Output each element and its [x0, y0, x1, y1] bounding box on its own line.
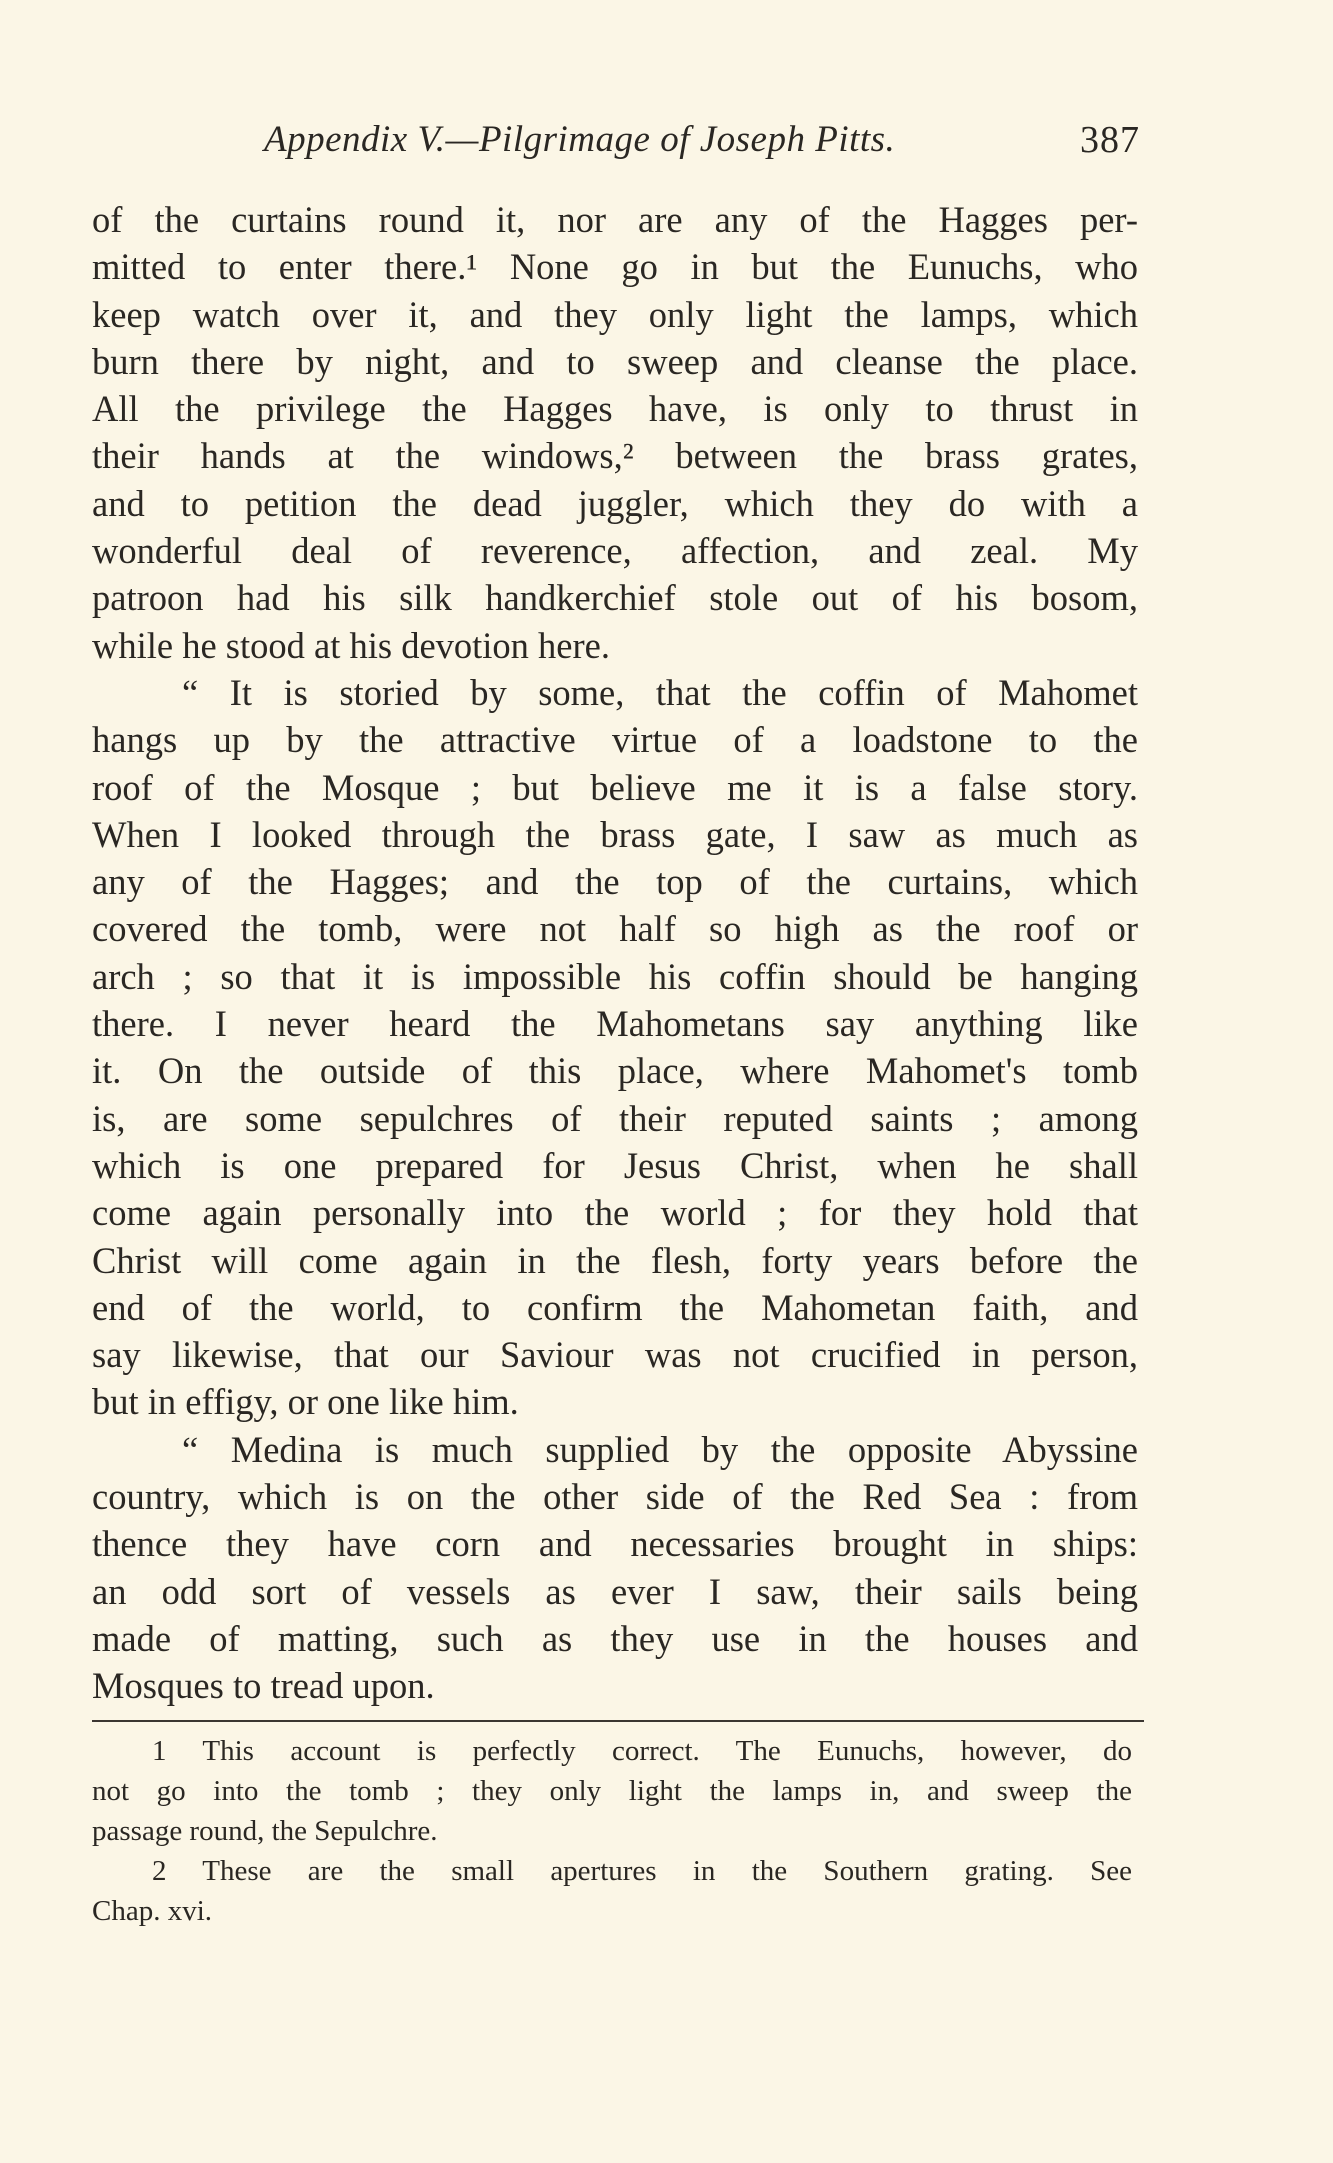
text-line: All the privilege the Hagges have, is only to thrust in: [92, 388, 1138, 430]
page-number: 387: [1080, 119, 1140, 161]
text-line: When I looked through the brass gate, I saw as much as: [92, 813, 1138, 855]
text-line: patroon had his silk handkerchief stole out of his bosom,: [92, 577, 1138, 619]
text-line: end of the world, to confirm the Mahometan faith, and: [92, 1286, 1138, 1328]
footnote-line: 1 This account is perfectly correct. The Eunuchs, however, do: [152, 1735, 1132, 1767]
text-line: is, are some sepulchres of their reputed saints ; among: [92, 1097, 1138, 1139]
text-line: arch ; so that it is impossible his coffin should be hanging: [92, 955, 1138, 997]
footnote-line: 2 These are the small apertures in the Southern grating. See: [152, 1855, 1132, 1887]
text-line: which is one prepared for Jesus Christ, when he shall: [92, 1144, 1138, 1186]
text-line: Mosques to tread upon.: [92, 1665, 435, 1707]
text-line: roof of the Mosque ; but believe me it is a false story.: [92, 766, 1138, 808]
text-line: but in effigy, or one like him.: [92, 1381, 519, 1423]
text-line: made of matting, such as they use in the houses and: [92, 1617, 1138, 1659]
text-line: “ It is storied by some, that the coffin of Mahomet: [182, 671, 1138, 713]
text-line: mitted to enter there.¹ None go in but the Eunuchs, who: [92, 246, 1138, 288]
running-head: [92, 118, 1140, 178]
text-line: burn there by night, and to sweep and cleanse the place.: [92, 340, 1138, 382]
running-title: Appendix V.—Pilgrimage of Joseph Pitts.: [264, 119, 896, 160]
footnote-divider: [92, 1720, 1144, 1722]
footnote-line: passage round, the Sepulchre.: [92, 1815, 438, 1847]
footnotes: [92, 1731, 1132, 1931]
text-line: thence they have corn and necessaries brought in ships:: [92, 1523, 1138, 1565]
text-line: of the curtains round it, nor are any of the Hagges per-: [92, 199, 1138, 240]
text-line: any of the Hagges; and the top of the curtains, which: [92, 861, 1138, 903]
text-line: come again personally into the world ; for they hold that: [92, 1192, 1138, 1234]
text-line: covered the tomb, were not half so high as the roof or: [92, 908, 1138, 950]
text-line: keep watch over it, and they only light the lamps, which: [92, 293, 1138, 335]
text-line: hangs up by the attractive virtue of a loadstone to the: [92, 719, 1138, 761]
text-line: an odd sort of vessels as ever I saw, their sails being: [92, 1570, 1138, 1612]
text-line: country, which is on the other side of the Red Sea : from: [92, 1476, 1138, 1518]
text-line: it. On the outside of this place, where Mahomet's tomb: [92, 1050, 1138, 1092]
text-line: Christ will come again in the flesh, forty years before the: [92, 1239, 1138, 1281]
text-line: their hands at the windows,² between the brass grates,: [92, 435, 1138, 477]
text-line: there. I never heard the Mahometans say anything like: [92, 1003, 1138, 1045]
footnote-line: Chap. xvi.: [92, 1895, 213, 1927]
text-line: and to petition the dead juggler, which they do with a: [92, 482, 1138, 524]
text-line: “ Medina is much supplied by the opposite Abyssine: [182, 1428, 1138, 1470]
text-line: wonderful deal of reverence, affection, and zeal. My: [92, 530, 1138, 572]
footnote-line: not go into the tomb ; they only light the lamps in, and sweep the: [92, 1775, 1132, 1807]
text-line: say likewise, that our Saviour was not crucified in person,: [92, 1334, 1138, 1376]
main-text: [92, 196, 1138, 1710]
text-line: while he stood at his devotion here.: [92, 624, 610, 666]
